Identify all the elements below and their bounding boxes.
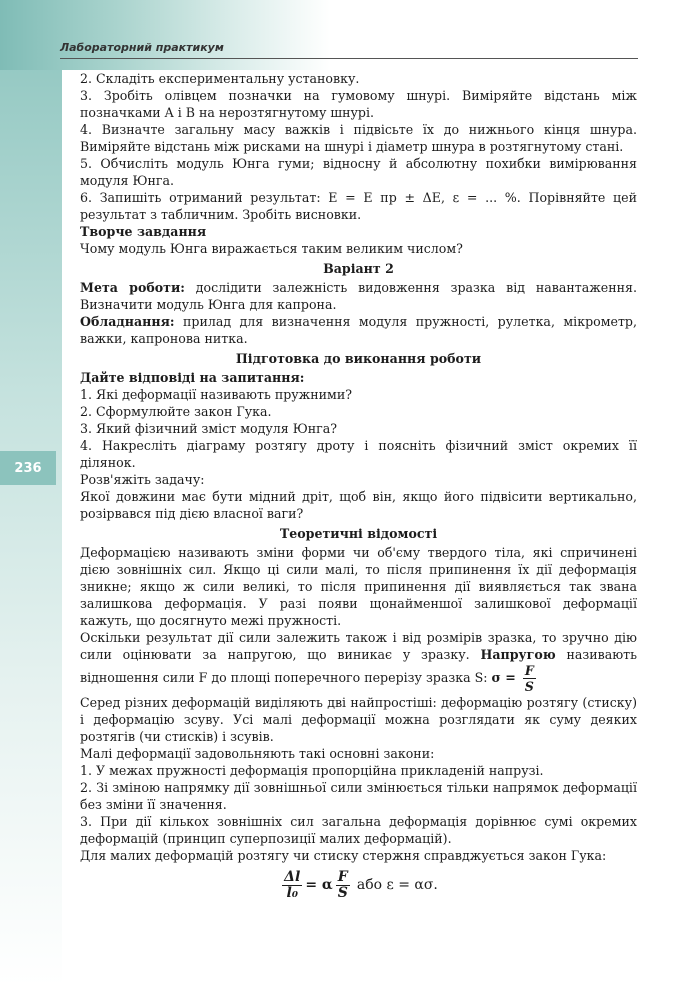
step-3: 3. Зробіть олівцем позначки на гумовому шнурі. Виміряйте відстань між позначками A і B на нерозтягнутому шнурі. (80, 88, 637, 120)
side-color-band (0, 0, 62, 986)
hooke-rhs-numerator: F (337, 869, 348, 885)
stress-term: Напругою (480, 647, 556, 662)
prep-title: Підготовка до виконання роботи (235, 351, 482, 366)
hooke-lhs-denominator: l₀ (286, 885, 298, 901)
page-content (80, 70, 637, 901)
law-3: 3. При дії кількох зовнішніх сил загальна деформація дорівнює сумі окремих деформацій (принцип суперпозиції малих деформацій). (80, 814, 637, 846)
sigma-symbol: σ = (491, 670, 516, 685)
page-number: 236 (0, 451, 56, 485)
p2-mid: називають відношення сили F до площі поперечного перерізу зразка S: (80, 647, 637, 685)
creative-task-text: Чому модуль Юнга виражається таким великим числом? (80, 241, 463, 256)
question-4: 4. Накресліть діаграму розтягу дроту і поясніть фізичний зміст окремих її ділянок. (80, 438, 637, 470)
theory-title: Теоретичні відомості (279, 526, 438, 541)
step-2: 2. Складіть експериментальну установку. (80, 71, 360, 86)
theory-paragraph-1: Деформацією називають зміни форми чи об'єму твердого тіла, які спричинені дією зовнішніх сил. Якщо ці сили малі, то після припинення їх дії деформація зникне; якщо ж сили великі, то після припинення дії виявляється так звана залишкова деформація. У разі появи щонайменшої залишкової деформації кажуть, що досягнуто межі пружності. (80, 545, 637, 628)
step-5: 5. Обчисліть модуль Юнга гуми; відносну й абсолютну похибки вимірювання модуля Юнга. (80, 156, 637, 188)
equipment-paragraph (80, 313, 637, 347)
law-1: 1. У межах пружності деформація пропорційна прикладеній напрузі. (80, 763, 544, 778)
hooke-lhs-fraction (282, 870, 302, 901)
goal-paragraph (80, 279, 637, 313)
stress-fraction (523, 663, 536, 694)
creative-task-title: Творче завдання (80, 224, 207, 239)
stress-numerator: F (524, 663, 534, 678)
question-1: 1. Які деформації називають пружними? (80, 387, 352, 402)
questions-title: Дайте відповіді на запитання: (80, 370, 305, 385)
goal-text: дослідити залежність видовження зразка від навантаження. Визначити модуль Юнга для капрона. (80, 280, 637, 312)
hooke-rhs-denominator: S (337, 885, 348, 901)
theory-paragraph-4: Малі деформації задовольняють такі основні закони: (80, 746, 435, 761)
theory-paragraph-2 (80, 629, 637, 694)
problem-label: Розв'яжіть задачу: (80, 472, 205, 487)
question-3: 3. Який фізичний зміст модуля Юнга? (80, 421, 337, 436)
goal-label: Мета роботи: (80, 280, 185, 295)
corner-color-band (0, 0, 330, 70)
hooke-equals-alpha: = α (305, 877, 333, 893)
theory-paragraph-3: Серед різних деформацій виділяють дві найпростіші: деформацію розтягу (стиску) і деформацію зсуву. Усі малі деформації можна розглядати як суму деяких розтягів (чи стисків) і зсувів. (80, 695, 637, 744)
p2-start: Оскільки результат дії сили залежить також і від розмірів зразка, то зручно дію сили оцінювати за напругою, що виникає у зразку. (80, 630, 637, 662)
equipment-text: прилад для визначення модуля пружності, рулетка, мікрометр, важки, капронова нитка. (80, 314, 637, 346)
hooke-alternative: або ε = ασ. (356, 877, 438, 893)
variant-title: Варіант 2 (323, 261, 394, 276)
step-6: 6. Запишіть отриманий результат: E = E пр ± ΔE, ε = ... %. Порівняйте цей результат з табличним. Зробіть висновки. (80, 190, 637, 222)
hooke-rhs-fraction (336, 870, 350, 901)
stress-denominator: S (524, 679, 534, 694)
theory-paragraph-5: Для малих деформацій розтягу чи стиску стержня справджується закон Гука: (80, 848, 607, 863)
question-2: 2. Сформулюйте закон Гука. (80, 404, 272, 419)
problem-text: Якої довжини має бути мідний дріт, щоб він, якщо його підвісити вертикально, розірвався під дією власної ваги? (80, 489, 637, 521)
equipment-label: Обладнання: (80, 314, 175, 329)
step-4: 4. Визначте загальну масу важків і підвісьте їх до нижнього кінця шнура. Виміряйте відстань між рисками на шнурі і діаметр шнура в розтягнутому стані. (80, 122, 637, 154)
hooke-formula (80, 870, 637, 901)
hooke-lhs-numerator: Δl (284, 869, 301, 885)
law-2: 2. Зі зміною напрямку дії зовнішньої сили змінюється тільки напрямок деформації без зміни її значення. (80, 780, 637, 812)
running-header: Лабораторний практикум (60, 41, 638, 59)
